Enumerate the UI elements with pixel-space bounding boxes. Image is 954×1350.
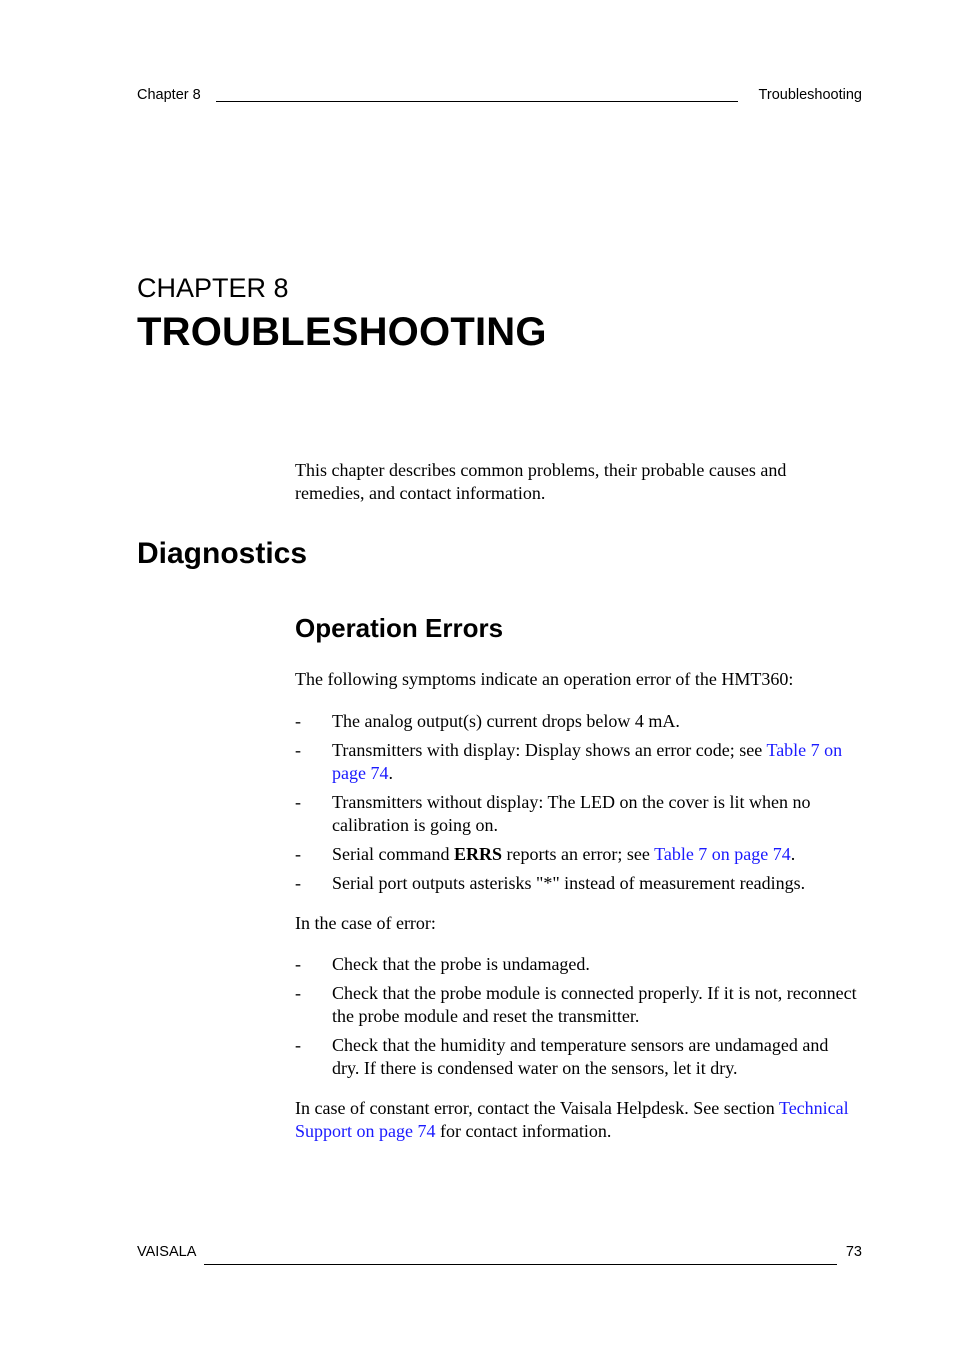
list-item [295, 872, 860, 895]
intro-paragraph: This chapter describes common problems, their probable causes and remedies, and contact information. [295, 460, 787, 503]
remedy-text: Check that the probe is undamaged. [332, 954, 590, 974]
list-item [295, 739, 860, 785]
table-7-link[interactable]: Table 7 on page 74 [654, 844, 791, 864]
remedy-list [295, 953, 860, 1086]
closing-text-end: for contact information. [435, 1121, 612, 1141]
symptom-text: Transmitters without display: The LED on the cover is lit when no calibration is going on. [332, 792, 811, 835]
dash-bullet: - [295, 873, 301, 893]
symptom-text-end: . [388, 763, 393, 783]
technical-support-link[interactable]: Technical Support on page 74 [295, 1098, 849, 1141]
symptom-text-middle: reports an error; see [501, 844, 655, 864]
dash-bullet: - [295, 844, 301, 864]
chapter-title: TROUBLESHOOTING [137, 310, 547, 354]
dash-bullet: - [295, 954, 301, 974]
page-number: 73 [845, 1244, 862, 1260]
operation-lead-paragraph: The following symptoms indicate an operation error of the HMT360: [295, 669, 794, 689]
header-rule [216, 101, 738, 102]
section-heading: Diagnostics [137, 537, 308, 570]
symptom-text: Serial command [332, 844, 454, 864]
table-7-link[interactable]: Table 7 on page 74 [332, 740, 843, 783]
symptom-text-end: . [790, 844, 796, 864]
closing-text: In case of constant error, contact the Vaisala Helpdesk. See section [295, 1098, 779, 1118]
closing-paragraph [295, 1097, 855, 1143]
list-item [295, 710, 860, 733]
command-errs: ERRS [453, 844, 502, 864]
case-lead-paragraph: In the case of error: [295, 913, 436, 933]
header-section-label: Troubleshooting [758, 87, 862, 103]
list-item [295, 791, 860, 837]
remedy-text: Check that the probe module is connected properly. If it is not, reconnect the probe module and reset the transmitter. [332, 983, 857, 1026]
dash-bullet: - [295, 740, 301, 760]
symptom-text: The analog output(s) current drops below 4 mA. [332, 711, 680, 731]
list-item [295, 843, 860, 866]
header-chapter-label: Chapter 8 [137, 87, 201, 103]
dash-bullet: - [295, 711, 301, 731]
list-item [295, 1034, 860, 1080]
footer-brand: VAISALA [137, 1244, 197, 1260]
footer-rule [204, 1264, 837, 1265]
subsection-heading: Operation Errors [295, 613, 504, 643]
list-item [295, 982, 860, 1028]
dash-bullet: - [295, 983, 301, 1003]
symptom-list [295, 710, 860, 901]
list-item [295, 953, 860, 976]
dash-bullet: - [295, 1035, 301, 1055]
dash-bullet: - [295, 792, 301, 812]
symptom-text: Serial port outputs asterisks "*" instead of measurement readings. [332, 873, 806, 893]
chapter-label: CHAPTER 8 [137, 273, 289, 303]
remedy-text: Check that the humidity and temperature sensors are undamaged and dry. If there is condensed water on the sensors, let it dry. [332, 1035, 829, 1078]
symptom-text: Transmitters with display: Display shows an error code; see [332, 740, 767, 760]
